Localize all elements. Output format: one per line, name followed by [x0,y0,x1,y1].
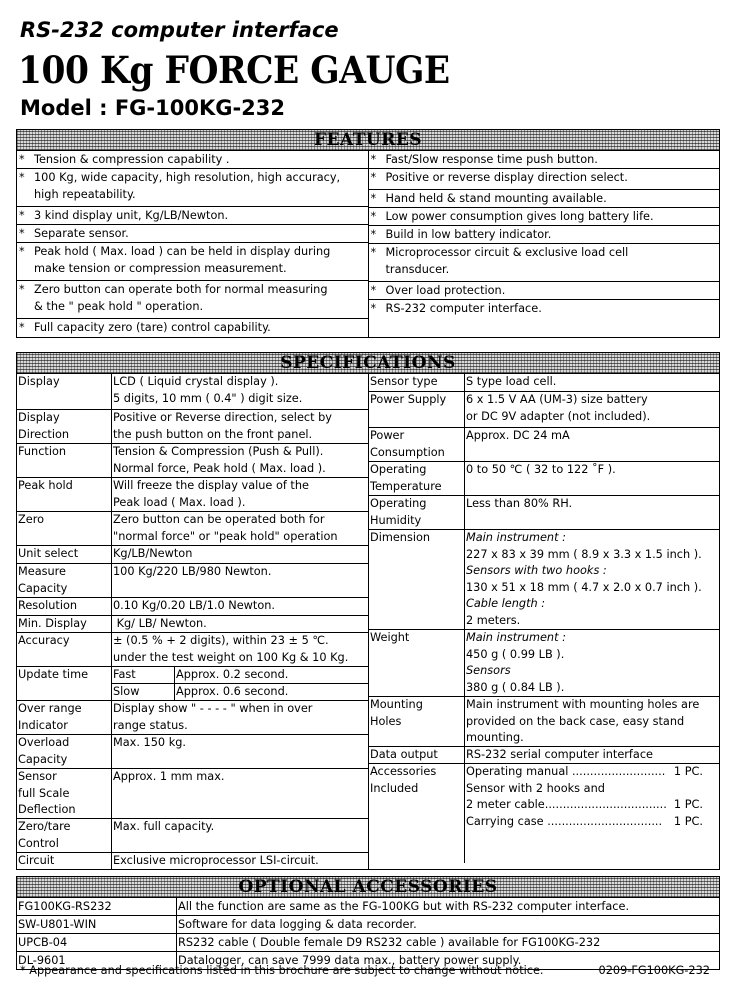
bullet-star: * [370,210,377,223]
feature-text: Positive or reverse display direction select. [385,171,628,184]
spec-value: S type load cell. [466,375,557,388]
feature-item [17,243,368,281]
spec-value: Less than 80% RH. [466,497,573,510]
spec-row-circuit [17,853,368,869]
spec-label: Operating Humidity [369,496,465,529]
spec-value: LCD ( Liquid crystal display ). 5 digits, 10 mm ( 0.4" ) digit size. [113,375,303,405]
feature-text: Hand held & stand mounting available. [385,192,607,205]
spec-label: Operating Temperature [369,462,465,495]
accessory-description: All the function are same as the FG-100KG but with RS-232 computer interface. [178,900,630,913]
spec-label: Unit select [17,546,112,563]
spec-label: Dimension [369,530,465,629]
feature-text: Low power consumption gives long battery life. [385,210,654,223]
spec-row-sensor-deflection [17,769,368,819]
spec-row-dimension [369,530,719,630]
bullet-star: * [19,153,25,166]
spec-value: Main instrument with mounting holes are provided on the back case, easy stand mounting. [466,698,700,744]
feature-item [369,151,720,169]
spec-label: Circuit [17,853,112,869]
spec-value: Display show " - - - - " when in over range status. [113,702,313,732]
feature-text: Over load protection. [385,284,506,297]
features-section [16,129,720,338]
spec-row-sensor-type [369,374,719,392]
spec-row-accessories [369,764,719,863]
spec-row-measure-capacity [17,564,368,598]
bullet-star: * [19,227,25,240]
spec-label: Zero/tare Control [17,819,112,852]
bullet-star: * [19,171,25,184]
optional-accessories-title: OPTIONAL ACCESSORIES [17,877,719,898]
spec-value: Exclusive microprocessor LSI-circuit. [113,854,319,867]
spec-label: Overload Capacity [17,735,112,768]
specifications-title: SPECIFICATIONS [17,353,719,374]
feature-text: high repeatability. [34,188,136,201]
spec-value: Kg/ LB/ Newton. [113,617,207,630]
spec-label: Zero [17,512,112,545]
bullet-star: * [370,302,377,315]
spec-label: Resolution [17,598,112,615]
feature-text: Microprocessor circuit & exclusive load cell [385,246,629,259]
bullet-star: * [19,321,25,334]
spec-label: Function [17,444,112,477]
feature-text: Zero button can operate both for normal measuring [34,283,328,296]
spec-left-column [17,374,369,869]
feature-item [17,319,368,336]
feature-text: make tension or compression measurement. [34,262,287,275]
spec-value: Will freeze the display value of the Peak load ( Max. load ). [113,479,309,509]
accessory-description: RS232 cable ( Double female D9 RS232 cable ) available for FG100KG-232 [178,936,601,949]
spec-row-display [17,374,368,410]
bullet-star: * [370,153,377,166]
spec-row-operating-temperature [369,462,719,496]
feature-item [17,281,368,319]
accessory-code: DL-9601 [17,952,177,969]
spec-label: Accessories Included [369,764,465,863]
footer-note: * Appearance and specifications listed in this brochure are subject to change without notice. [20,964,544,977]
spec-row-power-supply [369,392,719,428]
feature-item [369,208,720,226]
spec-value: Approx. DC 24 mA [466,429,570,442]
bullet-star: * [370,246,377,259]
spec-value: 100 Kg/220 LB/980 Newton. [113,565,272,578]
spec-value: 0 to 50 ℃ ( 32 to 122 ˚F ). [466,463,616,476]
subtitle: RS-232 computer interface [20,18,339,42]
spec-row-weight [369,630,719,697]
feature-text: Full capacity zero (tare) control capability. [34,321,271,334]
spec-label: Update time [17,667,112,700]
feature-text: Peak hold ( Max. load ) can be held in display during [34,245,331,258]
spec-label: Weight [369,630,465,696]
features-left-column [17,151,369,337]
feature-item [369,190,720,208]
spec-value: ± (0.5 % + 2 digits), within 23 ± 5 ℃. under the test weight on 100 Kg & 10 Kg. [113,634,349,664]
spec-value: Zero button can be operated both for "normal force" or "peak hold" operation [113,513,338,543]
spec-row-min-display [17,616,368,633]
feature-text: transducer. [385,263,450,276]
spec-row-over-range [17,701,368,735]
spec-row-update-time [17,667,368,701]
spec-value: Max. 150 kg. [113,736,186,749]
feature-item [369,226,720,244]
spec-label: Accuracy [17,633,112,666]
spec-value: Kg/LB/Newton [113,547,193,560]
feature-text: Build in low battery indicator. [385,228,552,241]
spec-value: 6 x 1.5 V AA (UM-3) size battery or DC 9V adapter (not included). [466,393,651,423]
feature-text: 100 Kg, wide capacity, high resolution, high accuracy, [34,171,341,184]
accessory-row [17,898,719,916]
bullet-star: * [19,283,25,296]
spec-row-power-consumption [369,428,719,462]
spec-label: Display Direction [17,410,112,443]
features-title: FEATURES [17,130,719,151]
spec-label: Sensor full Scale Deflection [17,769,112,818]
spec-label: Display [17,374,112,409]
accessory-code: UPCB-04 [17,934,177,951]
accessory-row [17,934,719,952]
spec-label: Mounting Holes [369,697,465,746]
spec-row-mounting-holes [369,697,719,747]
model-label: Model : FG-100KG-232 [20,96,286,120]
spec-row-accuracy [17,633,368,667]
footer-code: 0209-FG100KG-232 [598,964,710,977]
footer [20,964,710,977]
spec-row-function [17,444,368,478]
specifications-section [16,352,720,870]
spec-row-overload [17,735,368,769]
feature-item [369,244,720,282]
feature-item [369,300,720,337]
feature-item [17,169,368,207]
feature-text: Tension & compression capability . [34,153,230,166]
spec-row-peak-hold [17,478,368,512]
spec-value: Main instrument : 227 x 83 x 39 mm ( 8.9 x 3.3 x 1.5 inch ). Sensors with two hooks : 130 x 51 x 18 mm ( 4.7 x 2.0 x 0.7 inch ). Cable length : 2 meters. [466,531,702,627]
feature-text: 3 kind display unit, Kg/LB/Newton. [34,209,229,222]
spec-right-column [369,374,719,869]
spec-label: Over range Indicator [17,701,112,734]
feature-text: RS-232 computer interface. [385,302,542,315]
spec-row-operating-humidity [369,496,719,530]
spec-value: Positive or Reverse direction, select by the push button on the front panel. [113,411,332,441]
feature-item [17,207,368,225]
feature-item [17,151,368,169]
spec-value: RS-232 serial computer interface [466,748,653,761]
feature-text: Fast/Slow response time push button. [385,153,598,166]
accessory-description: Datalogger, can save 7999 data max., battery power supply. [178,954,522,967]
bullet-star: * [370,192,377,205]
feature-item [17,225,368,243]
bullet-star: * [19,209,25,222]
bullet-star: * [19,245,25,258]
bullet-star: * [370,171,377,184]
spec-label: Min. Display [17,616,112,632]
feature-text: & the " peak hold " operation. [34,300,204,313]
feature-item [369,169,720,190]
bullet-star: * [370,284,377,297]
spec-value: 0.10 Kg/0.20 LB/1.0 Newton. [113,599,276,612]
optional-accessories-section [16,876,720,970]
accessory-code: FG100KG-RS232 [17,898,177,915]
spec-row-unit-select [17,546,368,564]
spec-row-resolution [17,598,368,616]
spec-value: Fast Approx. 0.2 second. Slow Approx. 0.6 second. [112,667,368,700]
spec-row-data-output [369,747,719,764]
spec-row-direction [17,410,368,444]
accessory-row [17,916,719,934]
page-title: 100 Kg FORCE GAUGE [18,48,450,92]
spec-value: Operating manual .......................... 1 PC. Sensor with 2 hooks and 2 meter cable.................................. 1 PC. Carrying case ................................ 1 PC. [466,765,703,828]
spec-label: Power Supply [369,392,465,427]
spec-label: Sensor type [369,374,465,391]
spec-row-zero [17,512,368,546]
spec-label: Data output [369,747,465,763]
spec-value: Tension & Compression (Push & Pull). Normal force, Peak hold ( Max. load ). [113,445,326,475]
feature-text: Separate sensor. [34,227,129,240]
spec-value: Max. full capacity. [113,820,215,833]
spec-row-zero-tare [17,819,368,853]
features-right-column [369,151,720,337]
spec-label: Power Consumption [369,428,465,461]
accessory-code: SW-U801-WIN [17,916,177,933]
spec-label: Measure Capacity [17,564,112,597]
accessory-description: Software for data logging & data recorder. [178,918,417,931]
bullet-star: * [370,228,377,241]
spec-label: Peak hold [17,478,112,511]
spec-value: Main instrument : 450 g ( 0.99 LB ). Sensors 380 g ( 0.84 LB ). [466,631,566,694]
feature-item [369,282,720,300]
spec-value: Approx. 1 mm max. [113,770,225,783]
